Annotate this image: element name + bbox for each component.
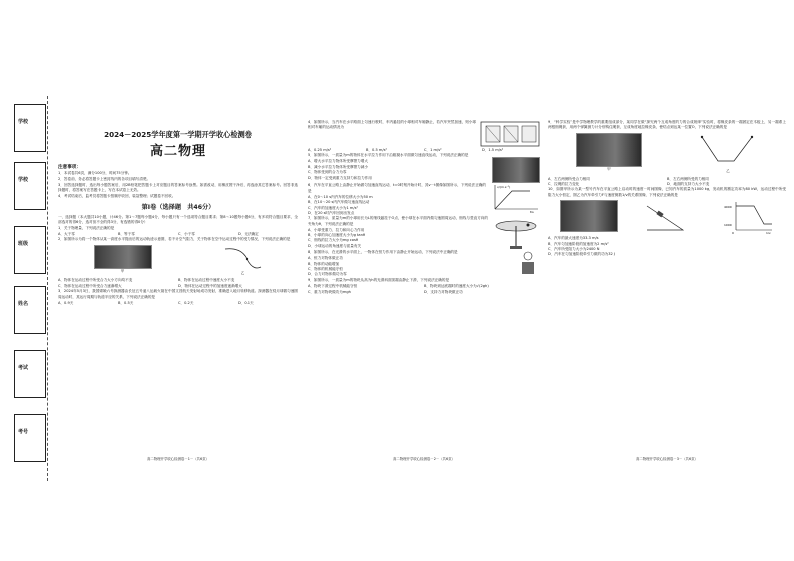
question-6-options xyxy=(308,195,486,217)
train-window-diagram xyxy=(480,120,540,148)
binding-label: 考试 xyxy=(17,365,28,371)
rope-diagram xyxy=(698,133,758,167)
option: C．物体的机械能守恒 xyxy=(308,267,343,272)
option: C．细线的拉力大小为mg cosθ xyxy=(308,238,359,243)
column-1 xyxy=(58,120,298,450)
option: B．等于零 xyxy=(118,231,135,236)
figure-caption: 乙 xyxy=(726,169,730,174)
option: B．减小水平拉力物体所受摩擦力减小 xyxy=(308,164,368,169)
option: A．汽车的最大速度为33.3 m/s xyxy=(548,236,599,241)
option: D．地面的支持力大小不变 xyxy=(667,182,710,187)
question-2: 2．如图所示为将一个物体从某一高度水平抛出后的运动轨迹示意图，若不计空气阻力，关于物体在空中运动过程中的受力情况，下列说法正确的是 xyxy=(58,237,291,242)
option: A．物体在运动过程中所受合力大小方向均不变 xyxy=(58,278,133,283)
question-6-block xyxy=(308,183,540,216)
option: C．物体在运动过程中所受合力逐渐增大 xyxy=(58,283,122,288)
notice-item: 1．本试卷共6页，满分100分，时间75分钟。 xyxy=(58,171,132,175)
option: D．支持力对物块做正功 xyxy=(424,289,463,294)
figure-a xyxy=(576,133,642,175)
question-8-text xyxy=(308,250,512,278)
option: D．在20 s时汽车回到出发点 xyxy=(308,210,355,215)
subject-title: 高二物理 xyxy=(149,144,206,159)
option: A．物块下滑过程中机械能守恒 xyxy=(308,284,358,289)
photo-figure xyxy=(576,133,642,167)
option: A．在0～10 s内汽车的位移大小为50 m xyxy=(308,194,373,199)
page-footer-1: 高二物理开学收心检测卷－1－（共6页） xyxy=(147,457,209,461)
page-footer-2: 高二物理开学收心检测卷－2－（共6页） xyxy=(393,457,455,461)
force-velocity-graph xyxy=(724,200,774,234)
binding-dashed-line xyxy=(47,96,48,481)
question-7-block xyxy=(308,216,540,250)
option: C．1 m/s² xyxy=(424,148,442,152)
tick-label: 0 xyxy=(731,231,734,235)
question-6: 6．汽车在平直公路上由静止开始做匀加速直线运动，t=0时刻开始计时，其v－t图像如图所示，下列说法正确的是 xyxy=(308,183,486,193)
weight-diagram xyxy=(516,250,540,278)
question-9b-figures xyxy=(548,133,786,175)
photo-figure xyxy=(492,157,540,183)
question-7: 7．如图所示，质量为m的小球用长为L的细线悬挂于O点，使小球在水平面内做匀速圆周运动，细线与竖直方向的夹角为θ，下列说法正确的是 xyxy=(308,216,488,226)
question-4: 4．如图所示，当汽车在水平路面上匀速行驶时，车内悬挂的小球相对车厢静止，若汽车突然加速，则小球相对车厢的运动情况为 xyxy=(308,120,476,130)
section-instructions: 一、选择题（本大题共10小题，计46分。第1～7题每小题4分，每小题只有一个选项符合题目要求；第8～10题每小题6分，有多项符合题目要求，全部选对的得6分，选对但不全的得3分，有选错的得0分） xyxy=(58,214,298,224)
option: D．物体在运动过程中的加速度逐渐增大 xyxy=(178,283,242,288)
notice-heading: 注意事项： xyxy=(58,165,81,170)
question-8: 8．如图所示，在光滑的水平面上，一物体在恒力作用下由静止开始运动，下列说法中正确的是 xyxy=(308,250,458,255)
section-heading: 第Ⅰ卷（选择题 共46分） xyxy=(141,203,215,211)
question-5: 5．如图所示，一质量为m的物体在水平拉力作用下沿粗糙水平面做匀速直线运动，下列说法正确的是 xyxy=(308,153,469,158)
question-9: 9．如图所示，一质量为m的物块从高为h的光滑斜面顶端由静止下滑，下列说法正确的是 xyxy=(308,278,450,283)
question-9b: 9．“科学实验”是中学物理教学的重要组成部分，某同学在做“探究两个互成角度的力的合成规律”实验时，将橡皮条的一端固定在木板上，另一端系上两根细绳套，用两个弹簧测力计分别钩住绳套，互成角度地拉橡皮条，使结点到达某一位置O，下列说法正确的是 xyxy=(548,120,786,130)
axis-label: v/(m·s⁻¹) xyxy=(497,185,511,190)
option: C．汽车的加速度大小为1 m/s² xyxy=(308,205,358,210)
notice-item: 2．答卷前，务必将答题卡上密封线内的各项目填写清楚。 xyxy=(58,176,151,181)
question-3-options xyxy=(58,301,298,306)
option: A．左右两侧所受合力相同 xyxy=(548,176,590,181)
option: C．汽车所受阻力大小为2400 N xyxy=(548,247,600,252)
turntable-diagram xyxy=(492,216,540,250)
question-5-options xyxy=(308,159,488,181)
question-4-block xyxy=(308,120,540,148)
option: B．汽车匀加速阶段的加速度为2 m/s² xyxy=(548,241,609,246)
option: A．小球受重力、拉力和向心力作用 xyxy=(308,227,365,232)
photo-figure xyxy=(560,200,618,232)
option: B．物体在运动过程中速度大小不变 xyxy=(178,278,235,283)
figure-caption: 乙 xyxy=(240,270,245,275)
binding-box-class xyxy=(14,226,46,274)
axis-label: t/s xyxy=(530,210,534,214)
figure-caption: 甲 xyxy=(120,268,125,273)
binding-strip xyxy=(6,96,50,481)
notice-item: 4．考试结束后，监考员将答题卡按顺序收回，装袋整理；试题卷不回收。 xyxy=(58,194,176,199)
binding-box-school xyxy=(14,104,46,152)
binding-label: 学校 xyxy=(17,177,28,183)
binding-label: 考号 xyxy=(17,429,28,435)
option: D．合力对物体做功为零 xyxy=(308,272,347,277)
question-8-options xyxy=(308,256,512,278)
binding-label: 班级 xyxy=(17,241,28,247)
question-6-text xyxy=(308,183,486,216)
option: D．小球运动的角速度与质量有关 xyxy=(308,243,362,248)
column-3 xyxy=(548,120,786,450)
option: A．增大水平拉力物体所受摩擦力增大 xyxy=(308,159,368,164)
question-5-block xyxy=(308,153,540,183)
photo-figure xyxy=(94,245,152,269)
option: C．小于零 xyxy=(178,231,195,236)
tick-label: 4000 xyxy=(723,205,732,210)
option: A．0.25 m/s² xyxy=(308,148,332,152)
option: C．物体受到的合力为零 xyxy=(308,170,347,175)
tick-label: 1/v xyxy=(765,231,771,235)
question-7-options xyxy=(308,228,488,250)
question-3: 3．2024年5月3日，我国嫦娥六号探测器由长征五号遥八运载火箭在中国文昌航天发射场成功发射，准确进入地月转移轨道。探测器在绕月球做匀速圆周运动时，其运行周期与轨道半径的关系，下列说法正确的是 xyxy=(58,289,298,299)
option: D．1.5 m/s² xyxy=(482,148,504,152)
binding-box-name xyxy=(14,286,46,334)
option: A．恒力对物体做正功 xyxy=(308,256,343,261)
option: C．拉绳的拉力变化 xyxy=(548,182,580,187)
binding-box-exam-room xyxy=(14,350,46,398)
figure-b xyxy=(698,133,758,175)
option: C．重力对物块做功为mgh xyxy=(308,289,351,294)
question-8-block xyxy=(308,250,540,278)
figure-b xyxy=(223,245,263,277)
option: B．在10～20 s内汽车做匀速直线运动 xyxy=(308,200,370,205)
question-9b-options xyxy=(548,177,786,188)
incline-diagram xyxy=(643,200,699,234)
figure-a xyxy=(94,245,152,277)
question-10-options xyxy=(548,236,786,258)
option: D．汽车在匀加速阶段牵引力做的功为32 J xyxy=(548,252,616,257)
option: D．物体一定受到重力支持力和拉力作用 xyxy=(308,175,372,180)
binding-label: 学校 xyxy=(17,119,28,125)
column-2 xyxy=(308,120,540,450)
binding-box-school-2 xyxy=(14,162,46,210)
figure-caption: 甲 xyxy=(607,166,611,171)
option: D．无法确定 xyxy=(238,231,259,236)
trajectory-diagram xyxy=(223,245,263,269)
binding-label: 姓名 xyxy=(17,301,28,307)
question-9-options xyxy=(308,284,540,295)
question-2-options xyxy=(58,278,298,289)
option: B．0.5天 xyxy=(118,300,134,305)
question-7-text xyxy=(308,216,488,250)
option: B．物体的动能增加 xyxy=(308,261,340,266)
question-2-figures xyxy=(58,245,298,277)
option: A．0.9天 xyxy=(58,300,74,305)
question-10: 10．如图甲所示为某一型号汽车在平直公路上启动时的速度－时间图像，已知汽车的质量为1000 kg，发动机的额定功率为80 kW，运动过程中所受阻力大小恒定，图乙为汽车牵引力F与速度倒数1/v的关系图像，下列说法正确的是 xyxy=(548,187,786,197)
binding-box-exam-number xyxy=(14,414,46,462)
question-10-figures xyxy=(548,200,786,234)
option: D．0.1天 xyxy=(238,300,254,305)
option: C．0.2天 xyxy=(178,300,194,305)
tick-label: 1000 xyxy=(723,223,732,228)
option: A．大于零 xyxy=(58,231,75,236)
notice-item: 3．回答选择题时，选出每小题答案后，用2B铅笔把答题卡上对应题目的答案标号涂黑。如需改动，用橡皮擦干净后，再选涂其它答案标号。回答非选择题时，将答案写在答题卡上，写在本试卷上无效。 xyxy=(58,182,298,193)
option: B．0.5 m/s² xyxy=(366,148,387,152)
exam-title: 2024－2025学年度第一学期开学收心检测卷 xyxy=(104,130,252,139)
question-5-text xyxy=(308,153,488,183)
question-1: 1．关于物理量，下列说法正确的是 xyxy=(58,225,115,230)
option: B．左右两侧所受的力相同 xyxy=(667,176,709,181)
option: B．小球的向心加速度大小为g tanθ xyxy=(308,233,366,238)
option: B．物块到达底端时的速度大小为√(2gh) xyxy=(424,284,489,289)
velocity-time-graph xyxy=(490,183,540,213)
page-footer-3: 高二物理开学收心检测卷－3－（共6页） xyxy=(636,457,698,461)
